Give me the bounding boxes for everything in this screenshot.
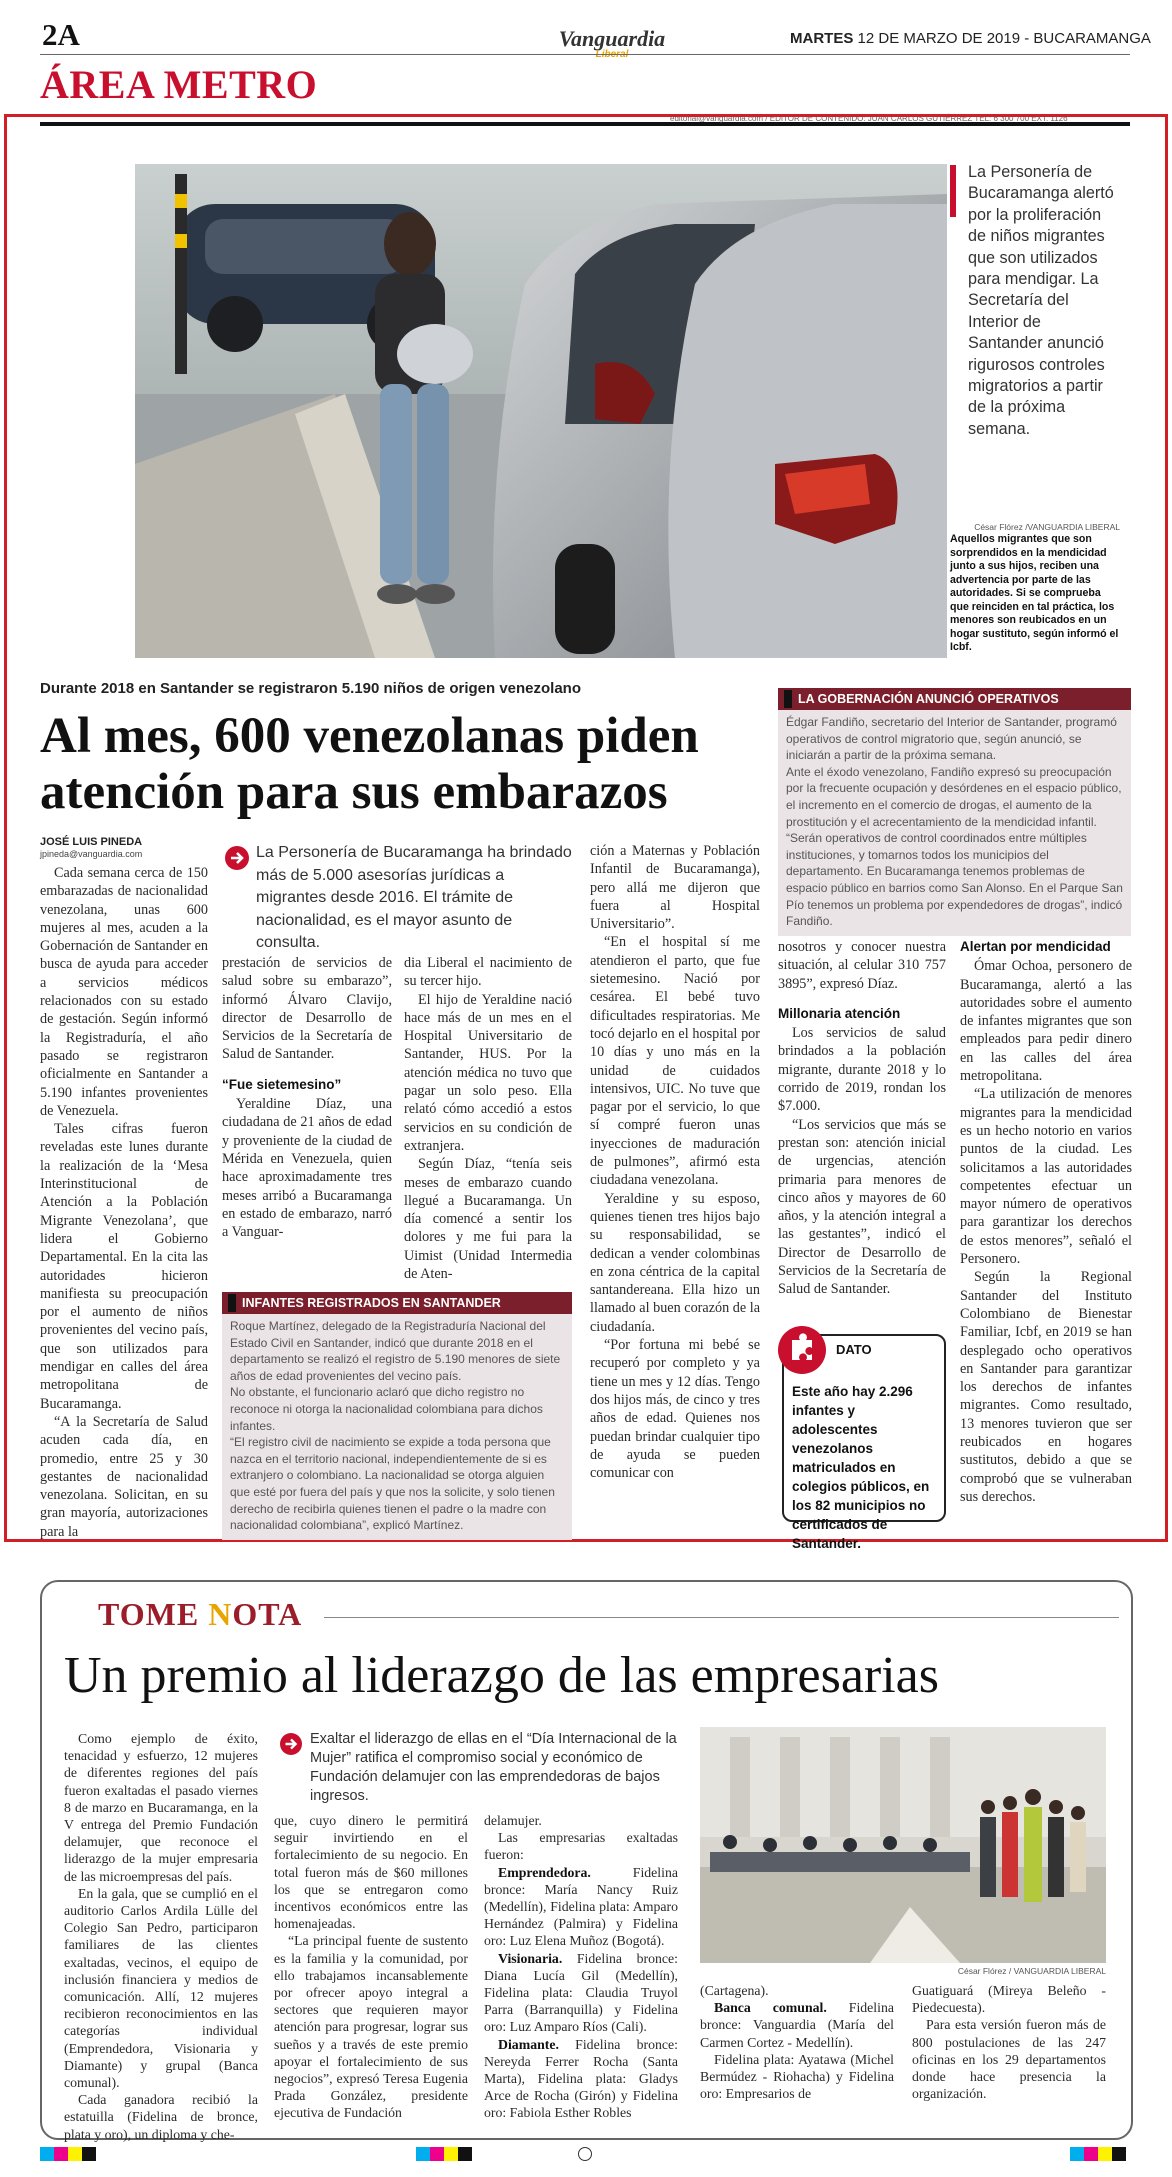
color-swatch	[416, 2147, 430, 2161]
paragraph: Las empresarias exaltadas fueron:	[484, 1830, 678, 1863]
subheading: “Fue sietemesino”	[222, 1076, 342, 1092]
paragraph	[700, 1999, 894, 2051]
tome-column-3	[484, 1812, 678, 2122]
paragraph: “El registro civil de nacimiento se expide a toda persona que nazca en el territorio nacional, independientemente de si es extranjero o colombiano. La nacionalidad se otorga alguien que esté por fuera del país y que nos la solicite, y solo tienen derecho de recibirla quienes tienen el padre o la madre con nacionalidad colombiana”, explicó Martínez.	[230, 1435, 555, 1533]
byline: JOSÉ LUIS PINEDA	[40, 836, 143, 848]
photo-credit: César Flórez /VANGUARDIA LIBERAL	[974, 522, 1120, 532]
paragraph: dia Liberal el nacimiento de su tercer hijo.	[404, 955, 572, 990]
paragraph	[484, 1864, 678, 1950]
brand-logo	[552, 28, 672, 60]
tome-column-5	[912, 1982, 1106, 2102]
registration-strip	[40, 2147, 1130, 2161]
article-column-3	[404, 954, 572, 1283]
paragraph: En la gala, que se cumplió en el auditorio Carlos Ardila Lülle del Colegio San Pedro, participaron familiares de las clientes exaltadas, vecinos, el equipo de inclusión financiera y medios de comunicación. Allí, 12 mujeres recibieron reconocimientos en las categorías individual (Emprendedora, Visionaria y Diamante) y grupal (Banca comunal).	[64, 1885, 258, 2091]
dato-text: Este año hay 2.296 infantes y adolescentes venezolanos matriculados en colegios públicos, en los 82 municipios no certificados de Santander.	[792, 1384, 930, 1551]
tome-nota-headline: Un premio al liderazgo de las empresarias	[64, 1647, 939, 1704]
dato-label: DATO	[836, 1342, 872, 1357]
article-column-6	[960, 938, 1132, 1506]
paragraph: “Serán operativos de control coordinados entre múltiples instituciones, y tomarnos todos los municipios del departamento. En Bucaramanga tenemos problemas de espacio público en barrios como San Alonso. En el Parque San Pío tenemos un problema por expendedores de drogas”, indicó Fandiño.	[786, 831, 1123, 929]
category-label: Emprendedora.	[498, 1864, 591, 1880]
color-swatch	[430, 2147, 444, 2161]
tome-lead-arrow-icon	[280, 1733, 302, 1755]
paragraph: Según la Regional Santander del Instituto Colombiano de Bienestar Familiar, Icbf, en 2019 se han desplegado ocho operativos en Santander para garantizar los derechos de infantes migrantes. Como resultado, 13 menores tuvieron que ser reubicados en hogares sustitutos, debido a que se comprobó que se vulneraban sus derechos.	[960, 1269, 1132, 1505]
article-column-1	[40, 864, 208, 1541]
category-text: Fidelina bronce: Diana Lucía Gil (Medellín), Fidelina plata: Claudia Truyol Parra (Barranquilla) y Fidelina oro: Luz Amparo Ríos (Cali).	[484, 1950, 678, 2035]
paragraph: Cada ganadora recibió la estatuilla (Fidelina de bronce, plata y oro), un diploma y che-	[64, 2092, 258, 2142]
color-swatch	[1112, 2147, 1126, 2161]
header-rule	[40, 54, 1130, 55]
color-swatch	[82, 2147, 96, 2161]
category-label: Banca comunal.	[714, 2000, 827, 2016]
operativos-box-title: LA GOBERNACIÓN ANUNCIÓ OPERATIVOS	[778, 688, 1131, 710]
paragraph: No obstante, el funcionario aclaró que dicho registro no reconoce ni otorga la nacionalidad colombiana para dichos infantes.	[230, 1385, 543, 1433]
tome-column-4	[700, 1982, 894, 2102]
date-day: MARTES	[790, 30, 854, 47]
migrant-photo	[135, 164, 947, 658]
paragraph: Según Díaz, “tenía seis meses de embarazo cuando llegué a Bucaramanga. Un día comencé a sentir los dolores y me fui para la Uimist (Unidad Intermedia de Aten-	[404, 1156, 572, 1283]
paragraph: Yeraldine Díaz, una ciudadana de 21 años de edad y proveniente de la ciudad de Mérida en Venezuela, quien hace aproximadamente tres meses arribó a Bucaramanga en estado de embarazo, narró a Vanguar-	[222, 1096, 392, 1241]
paragraph: Édgar Fandiño, secretario del Interior de Santander, programó operativos de control migratorio que, según anunció, se iniciarán a partir de la próxima semana.	[786, 715, 1117, 763]
operativos-box-body	[778, 710, 1131, 936]
tome-column-2	[274, 1812, 468, 2122]
paragraph: Como ejemplo de éxito, tenacidad y esfuerzo, 12 mujeres de diferentes regiones del país fueron exaltadas el pasado viernes 8 de marzo en Bucaramanga, en la V entrega del Premio Fundación delamujer, que reconoce el liderazgo de la mujer empresaria de las microempresas del país.	[64, 1731, 258, 1884]
paragraph: Guatiguará (Mireya Beleño - Piedecuesta).	[912, 1983, 1106, 2016]
paragraph: Para esta versión fueron más de 800 postulaciones de las 247 oficinas en los 29 departamentos donde hace presencia la organización.	[912, 2017, 1106, 2102]
category-text: Fidelina bronce: Nereyda Ferrer Rocha (Santa Marta), Fidelina plata: Gladys Arce de Rocha (Girón) y Fidelina oro: Fabiola Esther Robles	[484, 2036, 678, 2121]
date-rest: 12 DE MARZO DE 2019 - BUCARAMANGA	[853, 30, 1151, 47]
paragraph	[484, 1950, 678, 2036]
paragraph: Ómar Ochoa, personero de Bucaramanga, alertó a las autoridades sobre el aumento de infantes migrantes que son empleados para pedir dinero en las calles del área metropolitana.	[960, 958, 1132, 1085]
subheading: Millonaria atención	[778, 1005, 901, 1021]
paragraph: “A la Secretaría de Salud acuden cada día, en promedio, entre 25 y 30 gestantes de nacionalidad venezolana. Solicitan, en su gran mayoría, autorizaciones para la	[40, 1413, 208, 1540]
page-number: 2A	[42, 17, 80, 52]
paragraph: “En el hospital sí me atendieron el parto, que fue sietemesino. Nació por cesárea. El bebé tuvo dificultades respiratorias. Me tocó dejarlo en el hospital por 10 días y uno más en la unidad de cuidados intensivos, UIC. No tuve que pagar por el servicio, lo que sí compré fueron unas inyecciones de maduración de pulmones”, afirmó esta ciudadana venezolana.	[590, 934, 760, 1189]
paragraph: “La utilización de menores migrantes para la mendicidad es un hecho notorio en varios puntos de la ciudad. Les solicitamos a las autoridades competentes efectuar un mayor número de operativos para garantizar los derechos de estos menores”, señaló el Personero.	[960, 1086, 1132, 1268]
paragraph: “Los servicios que más se prestan son: atención inicial de urgencias, atención primaria para menores de cinco años y mayores de 60 años, y la atención integral a las gestantes”, indicó el Director de Desarrollo de Servicios de la Secretaría de Salud de Santander.	[778, 1116, 946, 1298]
photo-caption-lead: La Personería de Bucaramanga alertó por la proliferación de niños migrantes que son utilizados para mendigar. La Secretaría del Interior de Santander anunció rigurosos controles migratorios a partir de la próxima semana.	[968, 163, 1114, 438]
tome-nota-label-2: N	[208, 1596, 233, 1632]
award-photo-credit: César Flórez / VANGUARDIA LIBERAL	[957, 1966, 1106, 1976]
byline-email: jpineda@vanguardia.com	[40, 849, 143, 859]
paragraph: ción a Maternas y Población Infantil de Bucaramanga), pero allá me dijeron que fuera al Hospital Universitario”.	[590, 843, 760, 933]
article-column-2	[222, 954, 392, 1241]
photo-caption: Aquellos migrantes que son sorprendidos en la mendicidad junto a sus hijos, reciben una advertencia por parte de las autoridades. Si se comprueba que reinciden en tal práctica, los menores son reubicados en un hogar sustituto, según informó el Icbf.	[950, 533, 1119, 653]
paragraph: “La principal fuente de sustento es la familia y la comunidad, por ello trabajamos incansablemente por ofrecer apoyo integral a sectores que requieren mayor atención para progresar, lograr sus sueños y a través de este premio apoyar el fortalecimiento de sus negocios”, expresó Teresa Eugenia Prada González, presidente ejecutiva de Fundación	[274, 1933, 468, 2121]
article-kicker: Durante 2018 en Santander se registraron 5.190 niños de origen venezolano	[40, 680, 582, 697]
article-column-4	[590, 842, 760, 1482]
paragraph: Yeraldine y su esposo, quienes tienen tres hijos bajo su responsabilidad, se dedican a vender colombinas en zona céntrica de la capital santandereana. Ella hizo un llamado al buen corazón de la ciudadanía.	[590, 1190, 760, 1335]
headline-line-2: atención para sus embarazos	[40, 764, 668, 820]
paragraph: nosotros y conocer nuestra situación, al celular 310 757 3895”, expresó Díaz.	[778, 939, 946, 992]
article-lead: La Personería de Bucaramanga ha brindado más de 5.000 asesorías jurídicas a migrantes desde 2016. El trámite de nacionalidad, es el mayor asunto de consulta.	[256, 844, 572, 951]
editor-line: editorial@vanguardia.com / EDITOR DE CONTENIDO: JUAN CARLOS GUTIÉRREZ TEL: 6 300 700 EXT. 1126	[670, 114, 1068, 123]
paragraph: Cada semana cerca de 150 embarazadas de nacionalidad venezolana, unas 600 mujeres al mes, acuden a la Gobernación de Santander en busca de ayuda para acceder a servicios médicos relacionados con su estado de gestación. Según informó la Registraduría, el año pasado se registraron oficialmente en Santander a 5.190 infantes provenientes de Venezuela.	[40, 865, 208, 1119]
date-line	[790, 30, 1151, 47]
award-ceremony-photo	[700, 1727, 1106, 1963]
brand-subname	[552, 50, 672, 60]
infantes-box	[222, 1292, 572, 1540]
paragraph: prestación de servicios de salud sobre su embarazo”, informó Álvaro Clavijo, director de Desarrollo de Servicios de la Secretaría de Salud de Santander.	[222, 955, 392, 1063]
subheading: Alertan por mendicidad	[960, 939, 1111, 954]
tome-nota-label	[98, 1596, 302, 1633]
category-text: Fidelina bronce: María Nancy Ruiz (Medellín), Fidelina plata: Amparo Hernández (Palmira) y Fidelina oro: Luz Elena Muñoz (Bogotá).	[484, 1864, 678, 1949]
color-swatch	[458, 2147, 472, 2161]
category-label: Diamante.	[498, 2036, 559, 2052]
section-title: ÁREA METRO	[40, 62, 318, 107]
paragraph: Roque Martínez, delegado de la Registraduría Nacional del Estado Civil en Santander, indicó que durante 2018 en el departamento se realizó el registro de 5.190 menores de siete años de edad provenientes del vecino país.	[230, 1319, 561, 1383]
paragraph: delamujer.	[484, 1813, 542, 1828]
brand-name: Vanguardia	[558, 26, 666, 51]
tome-column-1	[64, 1730, 258, 2143]
color-swatch	[1084, 2147, 1098, 2161]
tome-nota-label-3: OTA	[232, 1596, 303, 1632]
puzzle-icon	[778, 1326, 826, 1374]
color-swatch	[1070, 2147, 1084, 2161]
paragraph: Fidelina plata: Ayatawa (Michel Bermúdez - Riohacha) y Fidelina oro: Empresarios de	[700, 2051, 894, 2102]
infantes-box-title: INFANTES REGISTRADOS EN SANTANDER	[222, 1292, 572, 1314]
infantes-box-body	[222, 1314, 572, 1540]
paragraph: Ante el éxodo venezolano, Fandiño expresó su preocupación por la frecuente ocupación y desórdenes en el espacio público, el incremento en el comercio de drogas, el aumento de la prostitución y el acrecentamiento de la mendicidad infantil.	[786, 764, 1122, 829]
operativos-box	[778, 688, 1131, 936]
paragraph: Los servicios de salud brindados a la población migrante, durante 2018 y lo corrido de 2019, rondan los $7.000.	[778, 1025, 946, 1115]
tome-nota-lead: Exaltar el liderazgo de ellas en el “Día Internacional de la Mujer” ratifica el compromiso social y económico de Fundación delamujer con las emprendedoras de bajos ingresos.	[310, 1731, 677, 1804]
category-text: Fidelina bronce: Vanguardia (María del Carmen Cortez - Medellín).	[700, 2000, 894, 2050]
color-swatch	[68, 2147, 82, 2161]
registration-target-icon	[578, 2147, 592, 2161]
article-column-5	[778, 938, 946, 1299]
color-swatch	[54, 2147, 68, 2161]
tome-nota-label-1: TOME	[98, 1596, 209, 1632]
article-headline	[40, 708, 800, 820]
paragraph: El hijo de Yeraldine nació hace más de un mes en el Hospital Universitario de Santander, HUS. Por la atención médica no tuvo que pagar un solo peso. Ella relató cómo accedió a estos servicios en su condición de extranjera.	[404, 991, 572, 1154]
tome-nota-rule	[324, 1617, 1119, 1618]
category-label: Visionaria.	[498, 1950, 563, 1966]
paragraph	[484, 2036, 678, 2122]
paragraph: (Cartagena).	[700, 1983, 769, 1998]
paragraph: que, cuyo dinero le permitirá seguir invirtiendo en el fortalecimiento de su negocio. En total fueron más de $60 millones los que se entregaron como incentivos económicos entre las homenajeadas.	[274, 1813, 468, 1932]
paragraph: Tales cifras fueron reveladas este lunes durante la realización de la ‘Mesa Interinstitucional de Atención a la Población Migrante Venezolana’, que lidera el Gobierno Departamental. En la cita las autoridades hicieron manifiesta su preocupación por el aumento de niños provenientes del vecino país, que son utilizados para mendigar en calles del área metropolitana de Bucaramanga.	[40, 1121, 208, 1412]
paragraph: “Por fortuna mi bebé se recuperó por completo y ya tiene un mes y 12 días. Tengo dos hijos más, de cinco y tres años de edad. Quienes nos puedan brindar cualquier tipo de ayuda se pueden comunicar con	[590, 1337, 760, 1482]
color-swatch	[444, 2147, 458, 2161]
headline-line-1: Al mes, 600 venezolanas piden	[40, 708, 699, 764]
color-swatch	[1098, 2147, 1112, 2161]
photo-caption-bar	[950, 165, 956, 217]
color-swatch	[40, 2147, 54, 2161]
lead-arrow-icon	[225, 846, 249, 870]
